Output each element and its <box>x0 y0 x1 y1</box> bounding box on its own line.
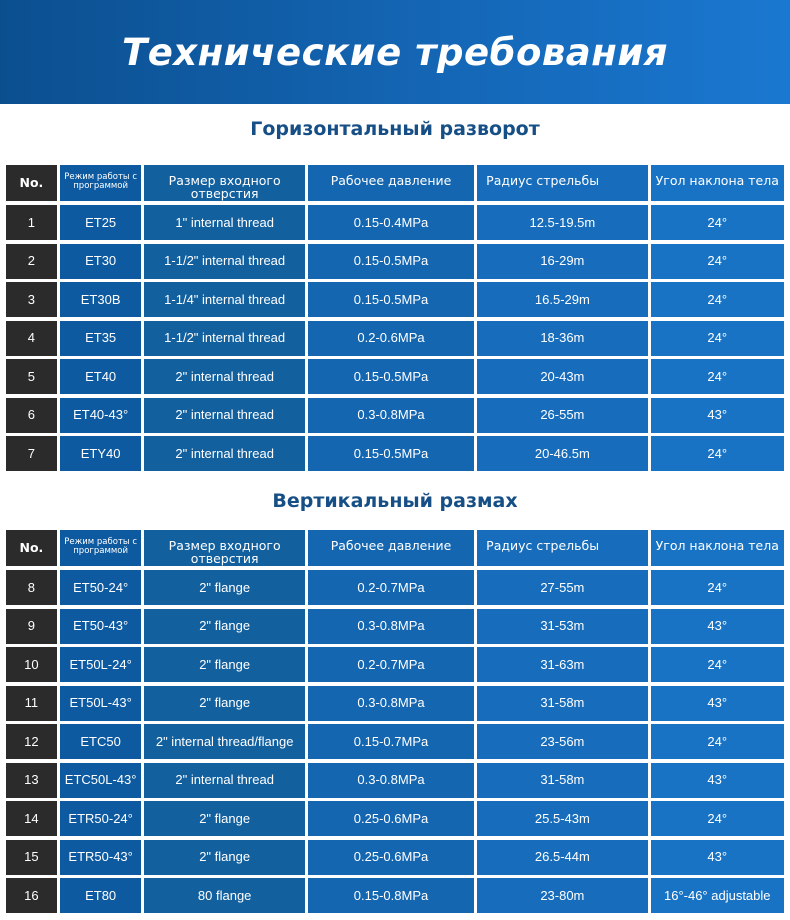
header-col-radius: Радиус стрельбы <box>477 165 647 201</box>
cell-col-inlet-size: 2" internal thread <box>144 398 304 433</box>
cell-col-radius: 27-55m <box>477 570 647 605</box>
header-col-inlet-size: Размер входного отверстия <box>144 530 304 566</box>
header-col-no: No. <box>6 530 57 566</box>
header-col-mode: Режим работы с программой <box>60 530 142 566</box>
cell-col-radius: 12.5-19.5m <box>477 205 647 240</box>
cell-col-mode: ET50L-24° <box>60 647 142 682</box>
cell-col-pressure: 0.15-0.5MPa <box>308 436 474 471</box>
cell-col-inlet-size: 80 flange <box>144 878 304 913</box>
cell-col-inlet-size: 2" flange <box>144 801 304 836</box>
cell-col-no: 5 <box>6 359 57 394</box>
cell-col-no: 7 <box>6 436 57 471</box>
cell-col-angle: 43° <box>651 686 784 721</box>
header-col-angle: Угол наклона тела <box>651 165 784 201</box>
cell-col-pressure: 0.2-0.7MPa <box>308 647 474 682</box>
cell-col-angle: 24° <box>651 205 784 240</box>
cell-col-inlet-size: 1-1/2" internal thread <box>144 244 304 279</box>
table-row <box>6 398 784 433</box>
cell-col-mode: ET50-24° <box>60 570 142 605</box>
cell-col-inlet-size: 1-1/2" internal thread <box>144 321 304 356</box>
table-row <box>6 647 784 682</box>
table-header-row <box>6 165 784 201</box>
table-row <box>6 570 784 605</box>
cell-col-no: 14 <box>6 801 57 836</box>
cell-col-angle: 43° <box>651 840 784 875</box>
cell-col-angle: 24° <box>651 801 784 836</box>
cell-col-no: 16 <box>6 878 57 913</box>
cell-col-angle: 24° <box>651 359 784 394</box>
cell-col-no: 12 <box>6 724 57 759</box>
table-row <box>6 321 784 356</box>
table-row <box>6 801 784 836</box>
cell-col-radius: 31-63m <box>477 647 647 682</box>
cell-col-mode: ET80 <box>60 878 142 913</box>
cell-col-mode: ET40-43° <box>60 398 142 433</box>
cell-col-no: 11 <box>6 686 57 721</box>
page-header <box>0 0 790 104</box>
cell-col-radius: 31-58m <box>477 686 647 721</box>
cell-col-inlet-size: 2" internal thread <box>144 359 304 394</box>
cell-col-radius: 31-53m <box>477 609 647 644</box>
cell-col-angle: 24° <box>651 647 784 682</box>
cell-col-inlet-size: 2" internal thread/flange <box>144 724 304 759</box>
cell-col-mode: ET50L-43° <box>60 686 142 721</box>
cell-col-angle: 43° <box>651 763 784 798</box>
header-col-pressure: Рабочее давление <box>308 165 474 201</box>
cell-col-mode: ETC50 <box>60 724 142 759</box>
cell-col-angle: 24° <box>651 282 784 317</box>
cell-col-mode: ET30 <box>60 244 142 279</box>
cell-col-radius: 18-36m <box>477 321 647 356</box>
cell-col-mode: ET40 <box>60 359 142 394</box>
cell-col-mode: ET25 <box>60 205 142 240</box>
table-row <box>6 609 784 644</box>
cell-col-radius: 31-58m <box>477 763 647 798</box>
cell-col-radius: 20-43m <box>477 359 647 394</box>
table-row <box>6 763 784 798</box>
table-row <box>6 840 784 875</box>
header-col-mode: Режим работы с программой <box>60 165 142 201</box>
table-row <box>6 205 784 240</box>
table-row <box>6 724 784 759</box>
header-col-inlet-size: Размер входного отверстия <box>144 165 304 201</box>
cell-col-inlet-size: 2" internal thread <box>144 763 304 798</box>
cell-col-pressure: 0.15-0.5MPa <box>308 282 474 317</box>
header-col-no: No. <box>6 165 57 201</box>
table-row <box>6 686 784 721</box>
cell-col-angle: 24° <box>651 724 784 759</box>
cell-col-angle: 43° <box>651 398 784 433</box>
cell-col-pressure: 0.3-0.8MPa <box>308 686 474 721</box>
cell-col-no: 10 <box>6 647 57 682</box>
cell-col-mode: ET35 <box>60 321 142 356</box>
cell-col-inlet-size: 2" flange <box>144 647 304 682</box>
cell-col-pressure: 0.15-0.4MPa <box>308 205 474 240</box>
cell-col-radius: 25.5-43m <box>477 801 647 836</box>
cell-col-no: 13 <box>6 763 57 798</box>
horizontal-specs-table <box>6 165 784 475</box>
cell-col-inlet-size: 2" internal thread <box>144 436 304 471</box>
cell-col-no: 3 <box>6 282 57 317</box>
table-row <box>6 359 784 394</box>
cell-col-angle: 43° <box>651 609 784 644</box>
cell-col-angle: 24° <box>651 321 784 356</box>
cell-col-inlet-size: 1-1/4" internal thread <box>144 282 304 317</box>
table-row <box>6 282 784 317</box>
cell-col-radius: 23-56m <box>477 724 647 759</box>
cell-col-inlet-size: 2" flange <box>144 840 304 875</box>
table-row <box>6 878 784 913</box>
header-col-angle: Угол наклона тела <box>651 530 784 566</box>
table-header-row <box>6 530 784 566</box>
table-row <box>6 244 784 279</box>
cell-col-radius: 16.5-29m <box>477 282 647 317</box>
cell-col-angle: 16°-46° adjustable <box>651 878 784 913</box>
section-title-vertical: Вертикальный размах <box>272 490 518 512</box>
cell-col-pressure: 0.3-0.8MPa <box>308 763 474 798</box>
cell-col-pressure: 0.25-0.6MPa <box>308 840 474 875</box>
cell-col-pressure: 0.15-0.7MPa <box>308 724 474 759</box>
cell-col-radius: 16-29m <box>477 244 647 279</box>
header-col-pressure: Рабочее давление <box>308 530 474 566</box>
cell-col-radius: 20-46.5m <box>477 436 647 471</box>
cell-col-mode: ETR50-24° <box>60 801 142 836</box>
cell-col-mode: ETY40 <box>60 436 142 471</box>
header-col-radius: Радиус стрельбы <box>477 530 647 566</box>
page-title: Технические требования <box>121 30 669 74</box>
cell-col-pressure: 0.15-0.5MPa <box>308 359 474 394</box>
cell-col-pressure: 0.2-0.7MPa <box>308 570 474 605</box>
cell-col-no: 2 <box>6 244 57 279</box>
cell-col-mode: ETR50-43° <box>60 840 142 875</box>
cell-col-inlet-size: 2" flange <box>144 686 304 721</box>
section-title-horizontal: Горизонтальный разворот <box>250 118 540 140</box>
cell-col-angle: 24° <box>651 244 784 279</box>
cell-col-angle: 24° <box>651 436 784 471</box>
cell-col-radius: 23-80m <box>477 878 647 913</box>
cell-col-inlet-size: 2" flange <box>144 570 304 605</box>
cell-col-no: 6 <box>6 398 57 433</box>
cell-col-angle: 24° <box>651 570 784 605</box>
cell-col-no: 9 <box>6 609 57 644</box>
cell-col-pressure: 0.25-0.6MPa <box>308 801 474 836</box>
cell-col-no: 15 <box>6 840 57 875</box>
cell-col-no: 8 <box>6 570 57 605</box>
cell-col-pressure: 0.15-0.5MPa <box>308 244 474 279</box>
cell-col-pressure: 0.15-0.8MPa <box>308 878 474 913</box>
cell-col-pressure: 0.2-0.6MPa <box>308 321 474 356</box>
cell-col-inlet-size: 2" flange <box>144 609 304 644</box>
cell-col-radius: 26-55m <box>477 398 647 433</box>
cell-col-mode: ET30B <box>60 282 142 317</box>
vertical-specs-table <box>6 530 784 917</box>
cell-col-no: 1 <box>6 205 57 240</box>
cell-col-radius: 26.5-44m <box>477 840 647 875</box>
cell-col-pressure: 0.3-0.8MPa <box>308 609 474 644</box>
cell-col-inlet-size: 1" internal thread <box>144 205 304 240</box>
table-row <box>6 436 784 471</box>
cell-col-no: 4 <box>6 321 57 356</box>
cell-col-mode: ET50-43° <box>60 609 142 644</box>
cell-col-mode: ETC50L-43° <box>60 763 142 798</box>
cell-col-pressure: 0.3-0.8MPa <box>308 398 474 433</box>
